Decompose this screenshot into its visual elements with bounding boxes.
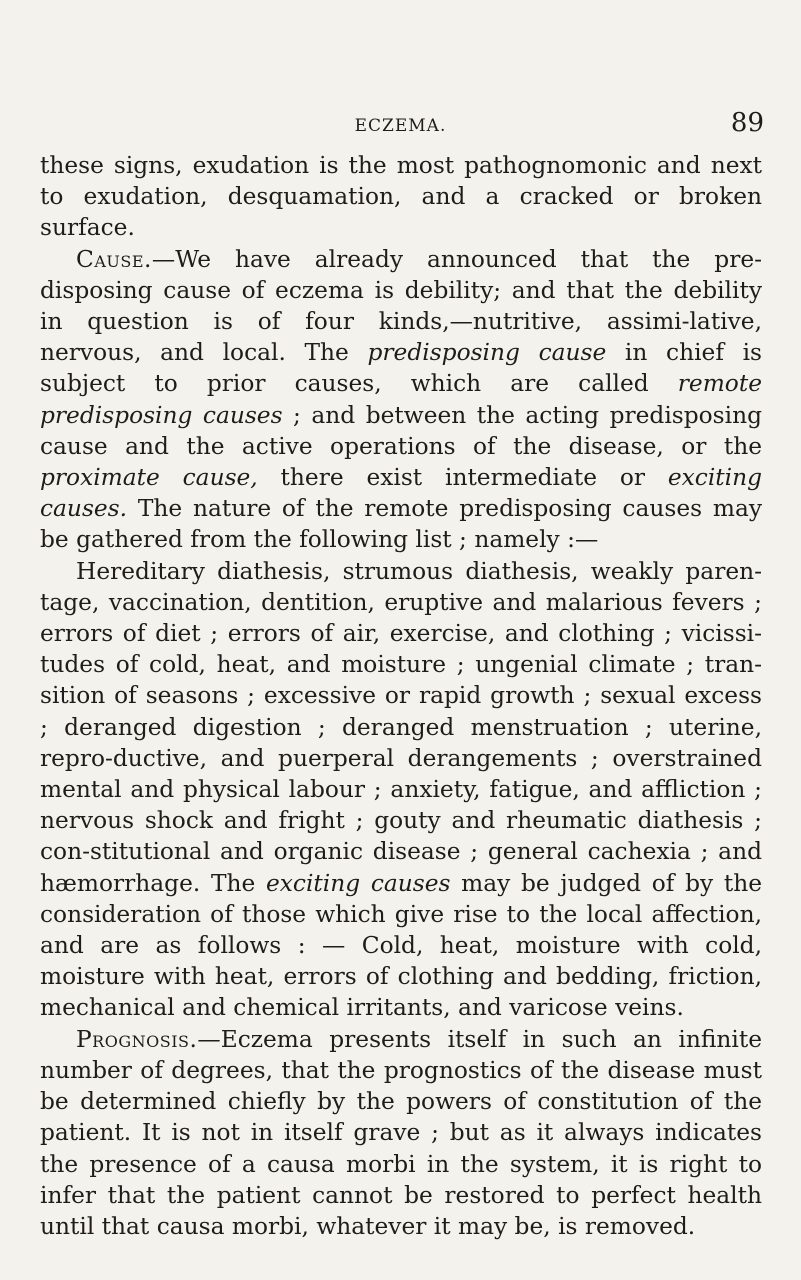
paragraph-text: ; and between the acting predisposing cause and the active operations of the disease, or the — [40, 401, 762, 460]
running-head — [37, 103, 764, 143]
paragraph-text: these signs, exudation is the most pathognomonic and next to exudation, desquamation, and a cracked or broken surface. — [40, 152, 762, 242]
body-text — [40, 150, 762, 1242]
italic-term: exciting causes — [265, 869, 451, 897]
running-title: ECZEMA. — [354, 116, 447, 136]
paragraph-continuation — [40, 150, 762, 244]
paragraph-text: —Eczema presents itself in such an infinite number of degrees, that the prognostics of the disease must be determined chiefly by the powers of constitution of the patient. It is not in itself grave ; but as it always indicates the presence of a causa morbi in the system, it is right to infer that the patient cannot be restored to perfect health until that causa morbi, whatever it may be, is removed. — [40, 1025, 762, 1240]
paragraph-text: there exist intermediate or — [257, 464, 668, 492]
paragraph-causes-list — [40, 556, 762, 1024]
section-heading-cause: Cause. — [76, 245, 152, 273]
italic-term: proximate cause, — [40, 464, 258, 492]
section-heading-prognosis: Prognosis. — [76, 1025, 198, 1053]
paragraph-text: in chief is subject to prior causes, which are called — [40, 339, 762, 398]
paragraph-text: —We have already announced that the pre-disposing cause of eczema is debility; and that the debility in question is of four kinds,—nutritive, assimi-lative, nervous, and local. The — [40, 245, 762, 367]
page-number: 89 — [730, 108, 764, 138]
paragraph-text: The nature of the remote predisposing causes may be gathered from the following list ; namely :— — [40, 495, 762, 554]
italic-term: remote predisposing causes — [40, 370, 762, 429]
paragraph-text: Hereditary diathesis, strumous diathesis, weakly paren-tage, vaccination, dentition, eruptive and malarious fevers ; errors of diet ; errors of air, exercise, and clothing ; vicissi-tudes of cold, heat, and moisture ; ungenial climate ; tran-sition of seasons ; excessive or rapid growth ; sexual excess ; deranged digestion ; deranged menstruation ; uterine, repro-ductive, and puerperal derangements ; overstrained mental and physical labour ; anxiety, fatigue, and affliction ; nervous shock and fright ; gouty and rheumatic diathesis ; con-stitutional and organic disease ; general cachexia ; and hæmorrhage. The — [40, 557, 762, 897]
paragraph-prognosis — [40, 1024, 762, 1242]
paragraph-text: may be judged of by the consideration of those which give rise to the local affection, and are as follows : — Cold, heat, moisture with cold, moisture with heat, errors of clothing and bedding, friction, mechanical and chemical irritants, and varicose veins. — [40, 869, 763, 1022]
italic-term: predisposing cause — [367, 339, 607, 367]
italic-term: exciting causes. — [40, 464, 762, 523]
paragraph-cause — [40, 244, 762, 556]
